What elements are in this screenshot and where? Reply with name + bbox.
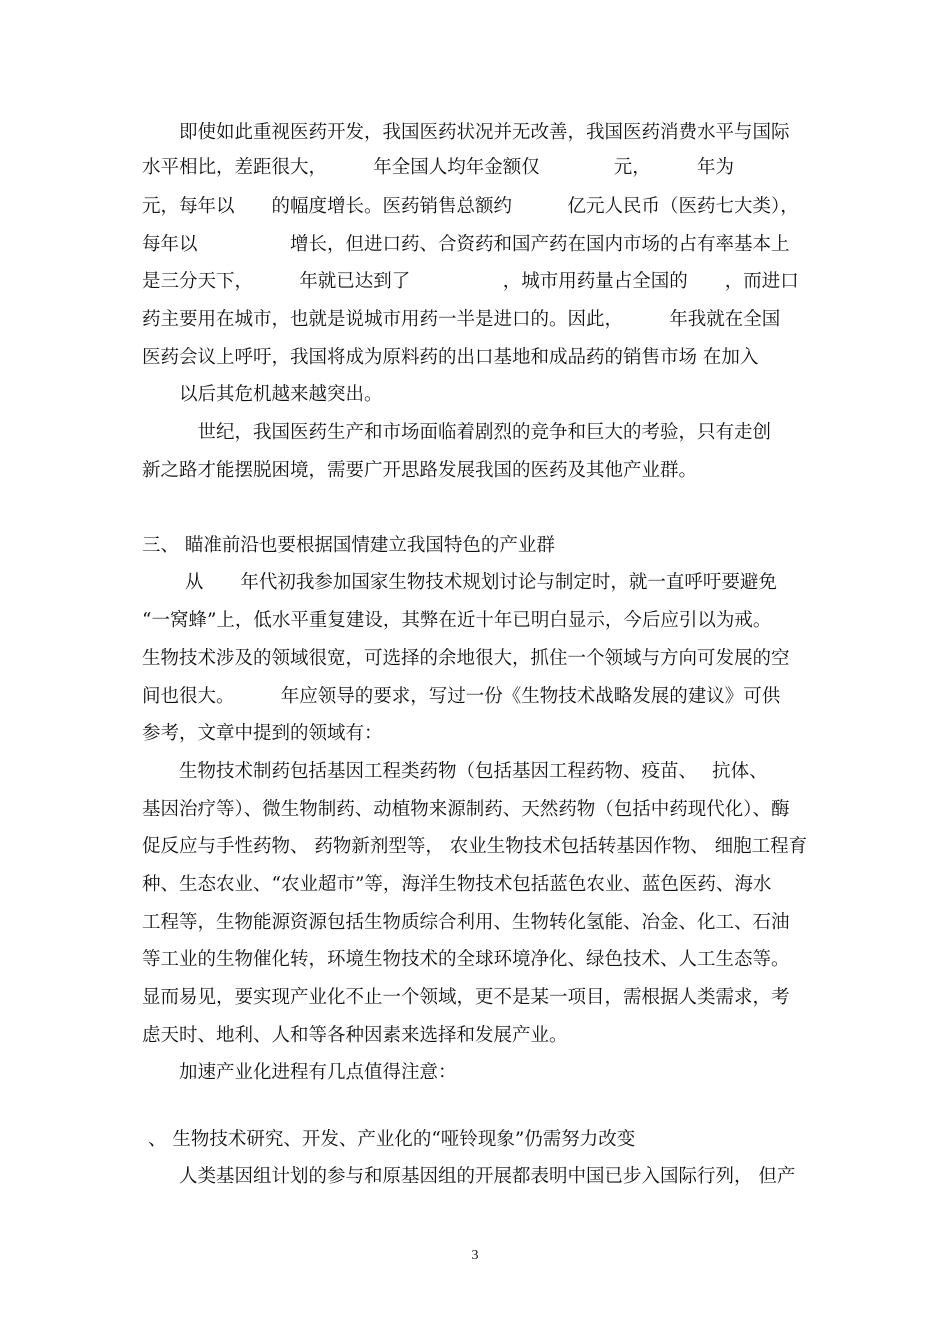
- text-line: 工程等，生物能源资源包括生物质综合利用、生物转化氢能、冶金、化工、石油: [142, 912, 790, 933]
- text-line: 元，每年以 的幅度增长。医药销售总额约 亿元人民币（医药七大类），: [142, 196, 799, 217]
- text-line: 以后其危机越来越突出。: [142, 384, 383, 405]
- text-line: 水平相比，差距很大， 年全国人均年金额仅 元， 年为: [142, 157, 735, 178]
- text-line: 生物技术制药包括基因工程类药物（包括基因工程药物、疫苗、 抗体、: [142, 761, 768, 782]
- text-line: 促反应与手性药物、 药物新剂型等， 农业生物技术包括转基因作物、 细胞工程育: [142, 836, 808, 857]
- page-number: 3: [471, 1248, 479, 1263]
- text-line: 加速产业化进程有几点值得注意：: [142, 1062, 457, 1083]
- text-line: 从 年代初我参加国家生物技术规划讨论与制定时，就一直呼吁要避免: [142, 572, 777, 593]
- text-line: 新之路才能摆脱困境，需要广开思路发展我国的医药及其他产业群。: [142, 460, 698, 481]
- text-line: 种、生态农业、“农业超市”等，海洋生物技术包括蓝色农业、蓝色医药、海水: [142, 874, 772, 895]
- text-line: 显而易见，要实现产业化不止一个领域，更不是某一项目，需根据人类需求，考: [142, 987, 790, 1008]
- text-line: 虑天时、地利、人和等各种因素来选择和发展产业。: [142, 1025, 568, 1046]
- text-line: 每年以 增长，但进口药、合资药和国产药在国内市场的占有率基本上: [142, 234, 790, 255]
- section-heading: 三、 瞄准前沿也要根据国情建立我国特色的产业群: [142, 535, 555, 556]
- text-line: “一窝蜂”上，低水平重复建设，其弊在近十年已明白显示，今后应引以为戒。: [142, 610, 772, 631]
- text-line: 间也很大。 年应领导的要求，写过一份《生物技术战略发展的建议》可供: [142, 686, 781, 707]
- text-line: 基因治疗等）、微生物制药、动植物来源制药、天然药物（包括中药现代化）、酶: [142, 799, 790, 820]
- text-line: 医药会议上呼吁，我国将成为原料药的出口基地和成品药的销售市场 在加入: [142, 347, 759, 368]
- text-line: 参考，文章中提到的领域有：: [142, 723, 383, 744]
- text-line: 等工业的生物催化转，环境生物技术的全球环境净化、绿色技术、人工生态等。: [142, 949, 790, 970]
- text-line: 即使如此重视医药开发，我国医药状况并无改善，我国医药消费水平与国际: [142, 122, 790, 143]
- text-line: 生物技术涉及的领域很宽，可选择的余地很大，抓住一个领域与方向可发展的空: [142, 648, 790, 669]
- subsection-heading: 、 生物技术研究、开发、产业化的“哑铃现象”仍需努力改变: [148, 1129, 636, 1150]
- text-line: 是三分天下， 年就已达到了 ，城市用药量占全国的 ，而进口: [142, 271, 799, 292]
- text-line: 人类基因组计划的参与和原基因组的开展都表明中国已步入国际行列， 但产: [142, 1166, 796, 1187]
- text-line: 药主要用在城市，也就是说城市用药一半是进口的。因此， 年我就在全国: [142, 309, 781, 330]
- text-line: 世纪，我国医药生产和市场面临着剧烈的竞争和巨大的考验，只有走创: [142, 422, 772, 443]
